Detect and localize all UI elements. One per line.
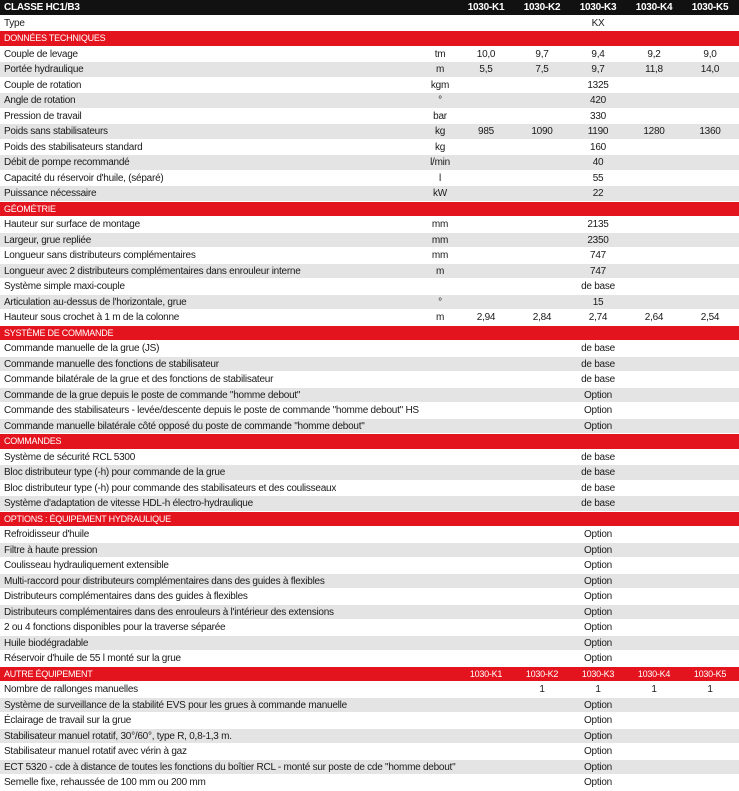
spec-label: Articulation au-dessus de l'horizontale, grue [4, 296, 187, 308]
spec-value: Option [584, 389, 612, 401]
spec-row [0, 341, 739, 357]
model-header: 1030-K4 [635, 2, 673, 13]
spec-row [0, 295, 739, 311]
spec-label: Poids sans stabilisateurs [4, 126, 108, 137]
spec-value: de base [581, 374, 615, 385]
spec-value: 9,4 [591, 48, 605, 60]
section-header [0, 512, 739, 528]
spec-row [0, 760, 739, 776]
spec-value: 14,0 [700, 64, 720, 75]
spec-value: Option [584, 730, 612, 742]
spec-label: Capacité du réservoir d'huile, (séparé) [4, 172, 164, 184]
spec-row [0, 574, 739, 590]
spec-value: 747 [590, 250, 606, 261]
spec-value: de base [581, 343, 615, 354]
spec-unit: kg [434, 141, 446, 153]
spec-value: 55 [592, 172, 604, 184]
spec-value: 747 [590, 265, 606, 277]
section-title: AUTRE ÉQUIPEMENT [4, 668, 93, 679]
spec-row [0, 527, 739, 543]
spec-label: Longueur sans distributeurs complémentaires [4, 250, 196, 261]
spec-value: 10,0 [476, 48, 496, 60]
spec-label: Commande manuelle bilatérale côté opposé du poste de commande "homme debout" [4, 420, 365, 432]
spec-value: 15 [592, 296, 604, 308]
spec-unit: kW [433, 188, 447, 199]
spec-label: ECT 5320 - cde à distance de toutes les fonctions du boîtier RCL - monté sur poste de cde "homme debout" [4, 761, 456, 773]
spec-row [0, 419, 739, 435]
section-title: OPTIONS : ÉQUIPEMENT HYDRAULIQUE [4, 513, 171, 524]
spec-label: Semelle fixe, rehaussée de 100 mm ou 200 mm [4, 777, 206, 788]
spec-row [0, 16, 739, 32]
spec-value: de base [581, 498, 615, 509]
section-title: COMMANDES [4, 436, 62, 446]
spec-unit: l/min [430, 157, 450, 168]
spec-unit: m [435, 312, 445, 323]
spec-value: 9,2 [647, 48, 661, 60]
spec-value: Option [584, 575, 612, 587]
spec-label: Commande de la grue depuis le poste de commande "homme debout" [4, 389, 301, 401]
spec-label: Huile biodégradable [4, 637, 89, 649]
spec-label: Éclairage de travail sur la grue [4, 715, 132, 726]
spec-row [0, 620, 739, 636]
spec-value: 1190 [587, 126, 609, 137]
spec-row [0, 496, 739, 512]
spec-row [0, 62, 739, 78]
spec-label: Type [4, 17, 25, 29]
model-header: 1030-K3 [581, 668, 615, 679]
spec-value: Option [584, 777, 612, 788]
spec-row [0, 124, 739, 140]
model-header: 1030-K4 [637, 668, 671, 679]
spec-value: de base [581, 451, 615, 463]
spec-row [0, 388, 739, 404]
spec-value: 1 [651, 684, 657, 695]
spec-label: Commande des stabilisateurs - levée/descente depuis le poste de commande "homme debout" HS [4, 405, 419, 416]
spec-value: Option [584, 591, 612, 602]
spec-row [0, 713, 739, 729]
model-header: 1030-K1 [469, 668, 503, 679]
spec-unit: m [435, 265, 445, 277]
spec-label: Nombre de rallonges manuelles [4, 684, 138, 695]
spec-value: 2350 [587, 234, 609, 246]
spec-value: Option [584, 529, 612, 540]
spec-row [0, 450, 739, 466]
spec-label: Bloc distributeur type (-h) pour commande des stabilisateurs et des coulisseaux [4, 482, 337, 494]
spec-value: 420 [590, 95, 606, 106]
spec-unit: tm [434, 48, 446, 60]
section-title: DONNÉES TECHNIQUES [4, 33, 106, 43]
spec-label: Couple de levage [4, 48, 78, 60]
spec-value: 1 [539, 684, 545, 695]
spec-row [0, 357, 739, 373]
section-title: SYSTÈME DE COMMANDE [4, 327, 114, 338]
spec-unit: mm [431, 219, 449, 230]
spec-value: Option [584, 405, 612, 416]
spec-row [0, 171, 739, 187]
spec-value: 5,5 [479, 64, 493, 75]
table-title: CLASSE HC1/B3 [4, 2, 80, 13]
model-header: 1030-K2 [525, 668, 559, 679]
spec-value: 985 [478, 126, 494, 137]
spec-row [0, 264, 739, 280]
section-header [0, 326, 739, 342]
spec-unit: ° [438, 296, 442, 308]
spec-row [0, 155, 739, 171]
spec-label: Commande manuelle de la grue (JS) [4, 343, 160, 354]
spec-value: Option [584, 653, 612, 664]
spec-value: de base [581, 467, 615, 478]
spec-value: Option [584, 544, 612, 556]
section-header [0, 202, 739, 218]
spec-value: de base [581, 358, 615, 370]
spec-value: Option [584, 699, 612, 711]
spec-row [0, 651, 739, 667]
spec-row [0, 744, 739, 760]
spec-row [0, 543, 739, 559]
model-header: 1030-K5 [691, 2, 729, 13]
spec-value: 7,5 [535, 64, 549, 75]
spec-value: 1280 [643, 126, 665, 137]
spec-row [0, 558, 739, 574]
spec-row [0, 605, 739, 621]
model-header: 1030-K3 [579, 2, 617, 13]
spec-row [0, 233, 739, 249]
spec-unit: bar [433, 110, 447, 122]
spec-row [0, 698, 739, 714]
spec-label: Stabilisateur manuel rotatif, 30°/60°, type R, 0,8-1,3 m. [4, 730, 232, 742]
spec-row [0, 248, 739, 264]
spec-row [0, 372, 739, 388]
spec-value: 2,54 [700, 312, 720, 323]
spec-row [0, 186, 739, 202]
spec-row [0, 93, 739, 109]
spec-value: 1 [707, 684, 713, 695]
model-header: 1030-K5 [693, 668, 727, 679]
model-header: 1030-K2 [523, 2, 561, 13]
section-header [0, 667, 739, 683]
spec-row [0, 682, 739, 698]
spec-label: Puissance nécessaire [4, 188, 97, 199]
spec-value: de base [581, 281, 615, 292]
spec-value: 2,84 [532, 312, 552, 323]
spec-row [0, 140, 739, 156]
spec-label: Système de surveillance de la stabilité EVS pour les grues à commande manuelle [4, 699, 347, 711]
spec-row [0, 636, 739, 652]
spec-row [0, 481, 739, 497]
spec-value: 9,7 [535, 48, 549, 60]
spec-unit: kgm [430, 79, 450, 91]
spec-value: Option [584, 606, 612, 618]
spec-value: Option [584, 637, 612, 649]
model-header: 1030-K1 [467, 2, 505, 13]
spec-label: Angle de rotation [4, 95, 76, 106]
section-header [0, 434, 739, 450]
spec-row [0, 403, 739, 419]
spec-label: Stabilisateur manuel rotatif avec vérin à gaz [4, 746, 187, 757]
spec-row [0, 589, 739, 605]
spec-value: 9,7 [591, 64, 605, 75]
spec-row [0, 775, 739, 791]
table-header-row [0, 0, 739, 16]
spec-label: Filtre à haute pression [4, 544, 98, 556]
spec-label: 2 ou 4 fonctions disponibles pour la traverse séparée [4, 622, 226, 633]
spec-label: Commande manuelle des fonctions de stabilisateur [4, 358, 219, 370]
spec-value: 160 [590, 141, 606, 153]
spec-label: Longueur avec 2 distributeurs complémentaires dans enrouleur interne [4, 265, 301, 277]
spec-label: Hauteur sur surface de montage [4, 219, 140, 230]
spec-label: Bloc distributeur type (-h) pour commande de la grue [4, 467, 226, 478]
spec-value: 40 [592, 157, 604, 168]
spec-value: 1360 [699, 126, 721, 137]
spec-value: 2,64 [644, 312, 664, 323]
spec-label: Coulisseau hydrauliquement extensible [4, 560, 169, 571]
spec-value: 1090 [531, 126, 553, 137]
spec-value: Option [584, 560, 612, 571]
spec-value: Option [584, 746, 612, 757]
spec-unit: kg [434, 126, 446, 137]
spec-label: Commande bilatérale de la grue et des fonctions de stabilisateur [4, 374, 274, 385]
spec-value: 1325 [587, 79, 609, 91]
spec-label: Pression de travail [4, 110, 82, 122]
spec-label: Distributeurs complémentaires dans des enrouleurs à l'intérieur des extensions [4, 606, 334, 618]
spec-label: Système d'adaptation de vitesse HDL-h électro-hydraulique [4, 498, 253, 509]
spec-value: 2135 [587, 219, 609, 230]
spec-row [0, 109, 739, 125]
spec-value: Option [584, 622, 612, 633]
spec-row [0, 217, 739, 233]
spec-unit: ° [438, 95, 442, 106]
spec-label: Poids des stabilisateurs standard [4, 141, 143, 153]
spec-row [0, 78, 739, 94]
spec-label: Hauteur sous crochet à 1 m de la colonne [4, 312, 180, 323]
spec-value: Option [584, 420, 612, 432]
spec-row [0, 465, 739, 481]
spec-label: Refroidisseur d'huile [4, 529, 90, 540]
spec-label: Largeur, grue repliée [4, 234, 92, 246]
spec-unit: m [435, 64, 445, 75]
spec-row [0, 47, 739, 63]
spec-row [0, 279, 739, 295]
spec-label: Système simple maxi-couple [4, 281, 125, 292]
spec-value: 2,74 [588, 312, 608, 323]
table-body [0, 16, 739, 791]
spec-label: Système de sécurité RCL 5300 [4, 451, 136, 463]
spec-label: Couple de rotation [4, 79, 82, 91]
spec-value: 9,0 [703, 48, 717, 60]
spec-value: Option [584, 715, 612, 726]
spec-label: Débit de pompe recommandé [4, 157, 130, 168]
spec-value: KX [591, 17, 605, 29]
spec-label: Multi-raccord pour distributeurs complémentaires dans des guides à flexibles [4, 575, 325, 587]
spec-value: 11,8 [645, 64, 663, 75]
spec-value: de base [581, 482, 615, 494]
spec-value: 1 [595, 684, 601, 695]
section-header [0, 31, 739, 47]
spec-unit: mm [431, 234, 449, 246]
spec-label: Distributeurs complémentaires dans des guides à flexibles [4, 591, 248, 602]
spec-value: Option [584, 761, 612, 773]
spec-row [0, 729, 739, 745]
spec-unit: mm [431, 250, 449, 261]
spec-label: Portée hydraulique [4, 64, 84, 75]
spec-unit: l [439, 172, 441, 184]
spec-row [0, 310, 739, 326]
spec-value: 330 [590, 110, 606, 122]
section-title: GÉOMÉTRIE [4, 203, 56, 214]
spec-label: Réservoir d'huile de 55 l monté sur la grue [4, 653, 181, 664]
spec-value: 2,94 [476, 312, 496, 323]
spec-value: 22 [592, 188, 604, 199]
